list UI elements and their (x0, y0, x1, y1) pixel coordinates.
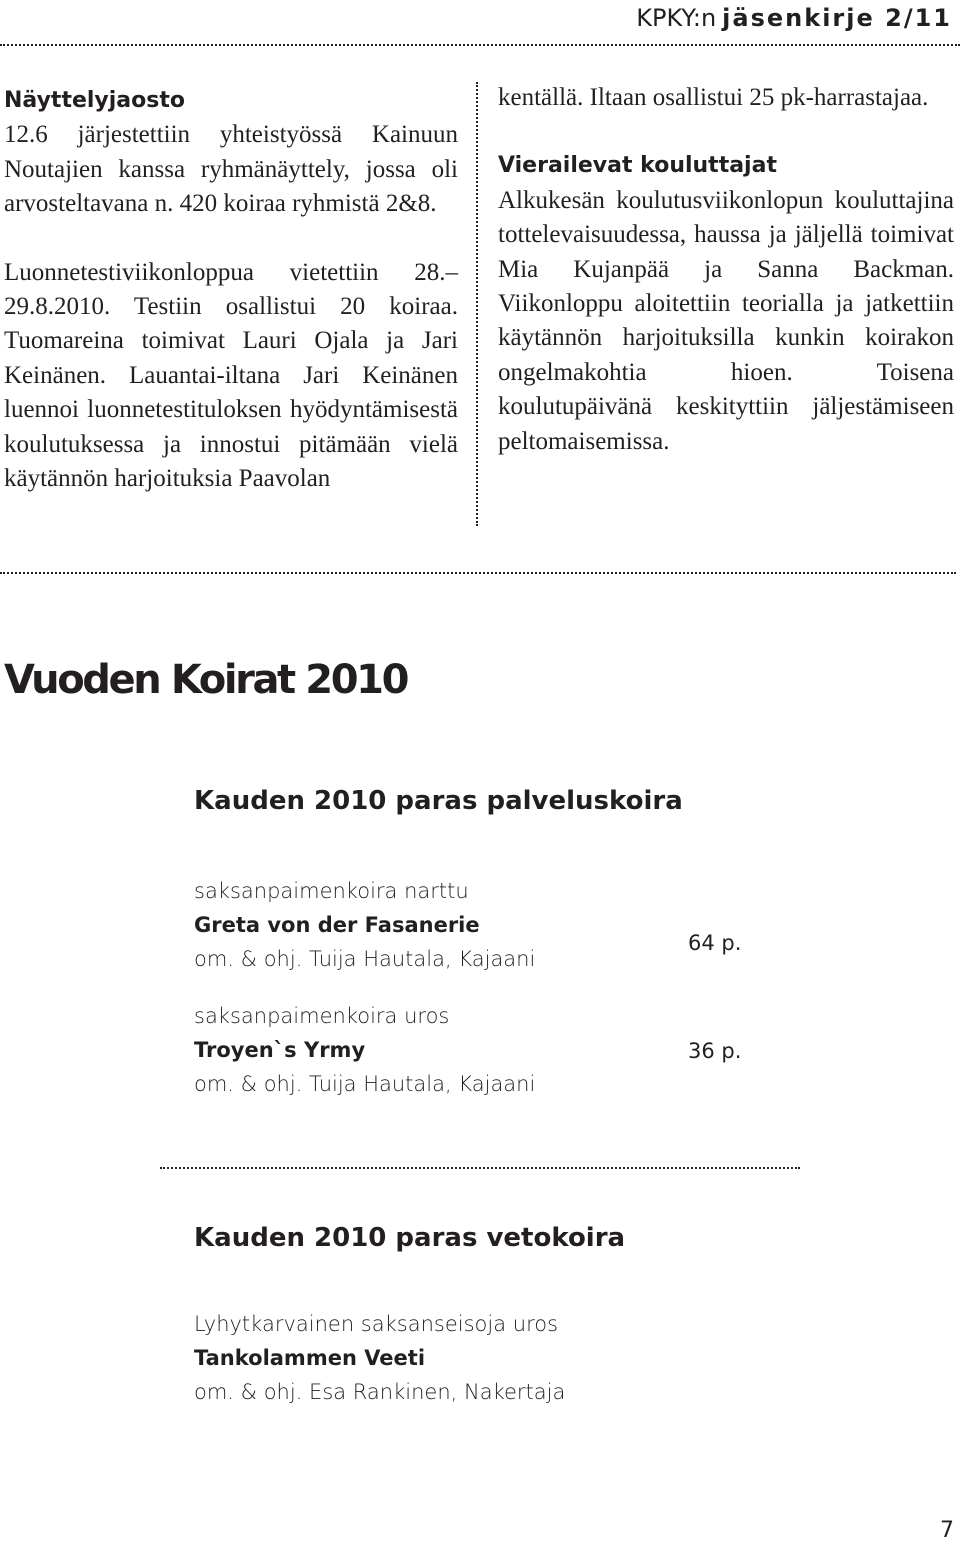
entry-breed: saksanpaimenkoira uros (194, 1004, 450, 1028)
section-divider (0, 572, 956, 574)
entry-dog-name: Troyen`s Yrmy (194, 1038, 366, 1062)
newsletter-issue-title: jäsenkirje 2/11 (722, 4, 952, 32)
paragraph-continuation: kentällä. Iltaan osallistui 25 pk-harrastajaa. (498, 84, 929, 111)
left-column (4, 84, 458, 496)
entry-dog-name: Tankolammen Veeti (194, 1346, 426, 1370)
newsletter-header (636, 0, 952, 36)
paragraph-ryhmanayttely: 12.6 järjestettiin yhteistyössä Kainuun Noutajien kanssa ryhmänäyttely, jossa oli arvosteltavana n. 420 koiraa ryhmistä 2&8. (4, 121, 458, 218)
paragraph-kouluttajat: Alkukesän koulutusviikonlopun kouluttajina tottelevaisuudessa, haussa ja jäljellä toimivat Mia Kujanpää ja Sanna Backman. Viikonloppu aloitettiin teorialla ja jatkettiin käytännön harjoituksilla kunkin koirakon ongelmakohtia hioen. Toisena koulutupäivänä keskityttiin jäljestämiseen peltomaisemissa. (498, 186, 954, 455)
entry-breed: saksanpaimenkoira narttu (194, 879, 469, 903)
header-divider (0, 44, 960, 46)
page-number: 7 (940, 1518, 954, 1543)
award-divider (160, 1167, 800, 1169)
heading-nayttelyjaosto: Näyttelyjaosto (4, 88, 185, 113)
paragraph-luonnetesti: Luonnetestiviikonloppua vietettiin 28.– 29.8.2010. Testiin osallistui 20 koiraa. Tuomareina toimivat Lauri Ojala ja Jari Keinänen. Lauantai-iltana Jari Keinänen luennoi luonnetestituloksen hyödyntämisestä koulutuksessa ja innostui pitämään vielä käytännön harjoituksia Paavolan (4, 258, 458, 493)
entry-breed: Lyhytkarvainen saksanseisoja uros (194, 1312, 559, 1336)
award-entry-troyen (194, 999, 535, 1101)
award-title-vetokoira: Kauden 2010 paras vetokoira (194, 1223, 626, 1253)
heading-vierailevat-kouluttajat: Vierailevat kouluttajat (498, 153, 777, 179)
newsletter-brand: KPKY:n (636, 4, 717, 32)
right-column (498, 81, 954, 459)
entry-points: 64 p. (688, 931, 742, 955)
award-entry-greta (194, 874, 535, 976)
entry-dog-name: Greta von der Fasanerie (194, 913, 480, 937)
section-title: Vuoden Koirat 2010 (4, 657, 408, 703)
entry-points: 36 p. (688, 1039, 742, 1063)
award-entry-veeti (194, 1307, 565, 1409)
entry-owner: om. & ohj. Tuija Hautala, Kajaani (194, 1072, 536, 1096)
column-divider (476, 82, 478, 526)
award-title-palveluskoira: Kauden 2010 paras palveluskoira (194, 786, 683, 816)
entry-owner: om. & ohj. Esa Rankinen, Nakertaja (194, 1380, 566, 1404)
entry-owner: om. & ohj. Tuija Hautala, Kajaani (194, 947, 536, 971)
